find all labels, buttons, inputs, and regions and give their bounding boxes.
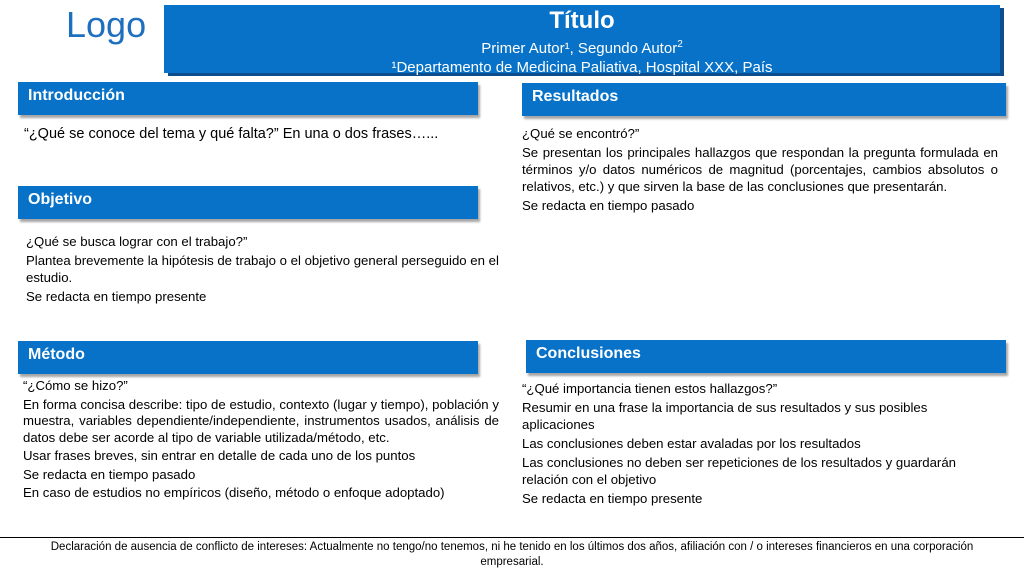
footer-divider [0,537,1024,538]
poster-title: Título [549,7,615,34]
resultados-body [522,125,998,216]
section-heading-introduccion: Introducción [18,82,478,115]
conclusiones-line: “¿Qué importancia tienen estos hallazgos?” [522,381,778,396]
header-banner [164,5,1000,76]
conclusiones-line: Las conclusiones deben estar avaladas por los resultados [522,436,861,451]
conclusiones-line: Resumir en una frase la importancia de sus resultados y sus posibles aplicaciones [522,400,928,432]
metodo-line: En forma concisa describe: tipo de estudio, contexto (lugar y tiempo), población y muestra, variables dependiente/independiente, instrumentos usados, análisis de datos debe ser acorde al tipo de variable utilizada/método, etc. [23,396,499,445]
authors-text: Primer Autor¹, Segundo Autor [481,40,678,57]
metodo-line: “¿Cómo se hizo?” [23,378,128,393]
footer-disclosure: Declaración de ausencia de conflicto de intereses: Actualmente no tengo/no tenemos, ni he tenido en los últimos dos años, afiliación con / o intereses financieros en una corporación empresarial. [50,541,974,568]
introduccion-body [24,126,484,145]
objetivo-line: ¿Qué se busca lograr con el trabajo?” [26,234,248,249]
objetivo-body [26,233,502,307]
conclusiones-body [522,380,998,509]
section-heading-objetivo: Objetivo [18,186,478,219]
section-heading-resultados: Resultados [522,83,1006,116]
introduccion-line: “¿Qué se conoce del tema y qué falta?” En una o dos frases…... [24,126,439,142]
resultados-line: Se presentan los principales hallazgos que respondan la pregunta formulada en términos y/o datos numéricos de magnitud (porcentajes, cambios absolutos o relativos, etc.) y que sirven la base de las conclusiones que presentarán. [522,145,998,194]
objetivo-line: Plantea brevemente la hipótesis de trabajo o el objetivo general perseguido en el estudio. [26,253,499,285]
authors [164,35,1000,58]
metodo-line: Se redacta en tiempo pasado [23,466,196,482]
metodo-line: Usar frases breves, sin entrar en detalle de cada uno de los puntos [23,448,416,463]
authors-superscript: 2 [677,39,683,50]
metodo-body [23,378,499,504]
resultados-line: ¿Qué se encontró?” [522,126,640,141]
section-heading-conclusiones: Conclusiones [526,340,1006,373]
logo: Logo [66,4,147,45]
objetivo-line: Se redacta en tiempo presente [26,289,207,304]
affiliation: ¹Departamento de Medicina Paliativa, Hospital XXX, País [391,59,773,76]
resultados-line: Se redacta en tiempo pasado [522,198,695,213]
metodo-line: En caso de estudios no empíricos (diseño, método o enfoque adoptado) [23,485,445,500]
section-heading-metodo: Método [18,341,478,374]
conclusiones-line: Se redacta en tiempo presente [522,491,703,506]
conclusiones-line: Las conclusiones no deben ser repeticiones de los resultados y guardarán relación con el objetivo [522,455,956,487]
